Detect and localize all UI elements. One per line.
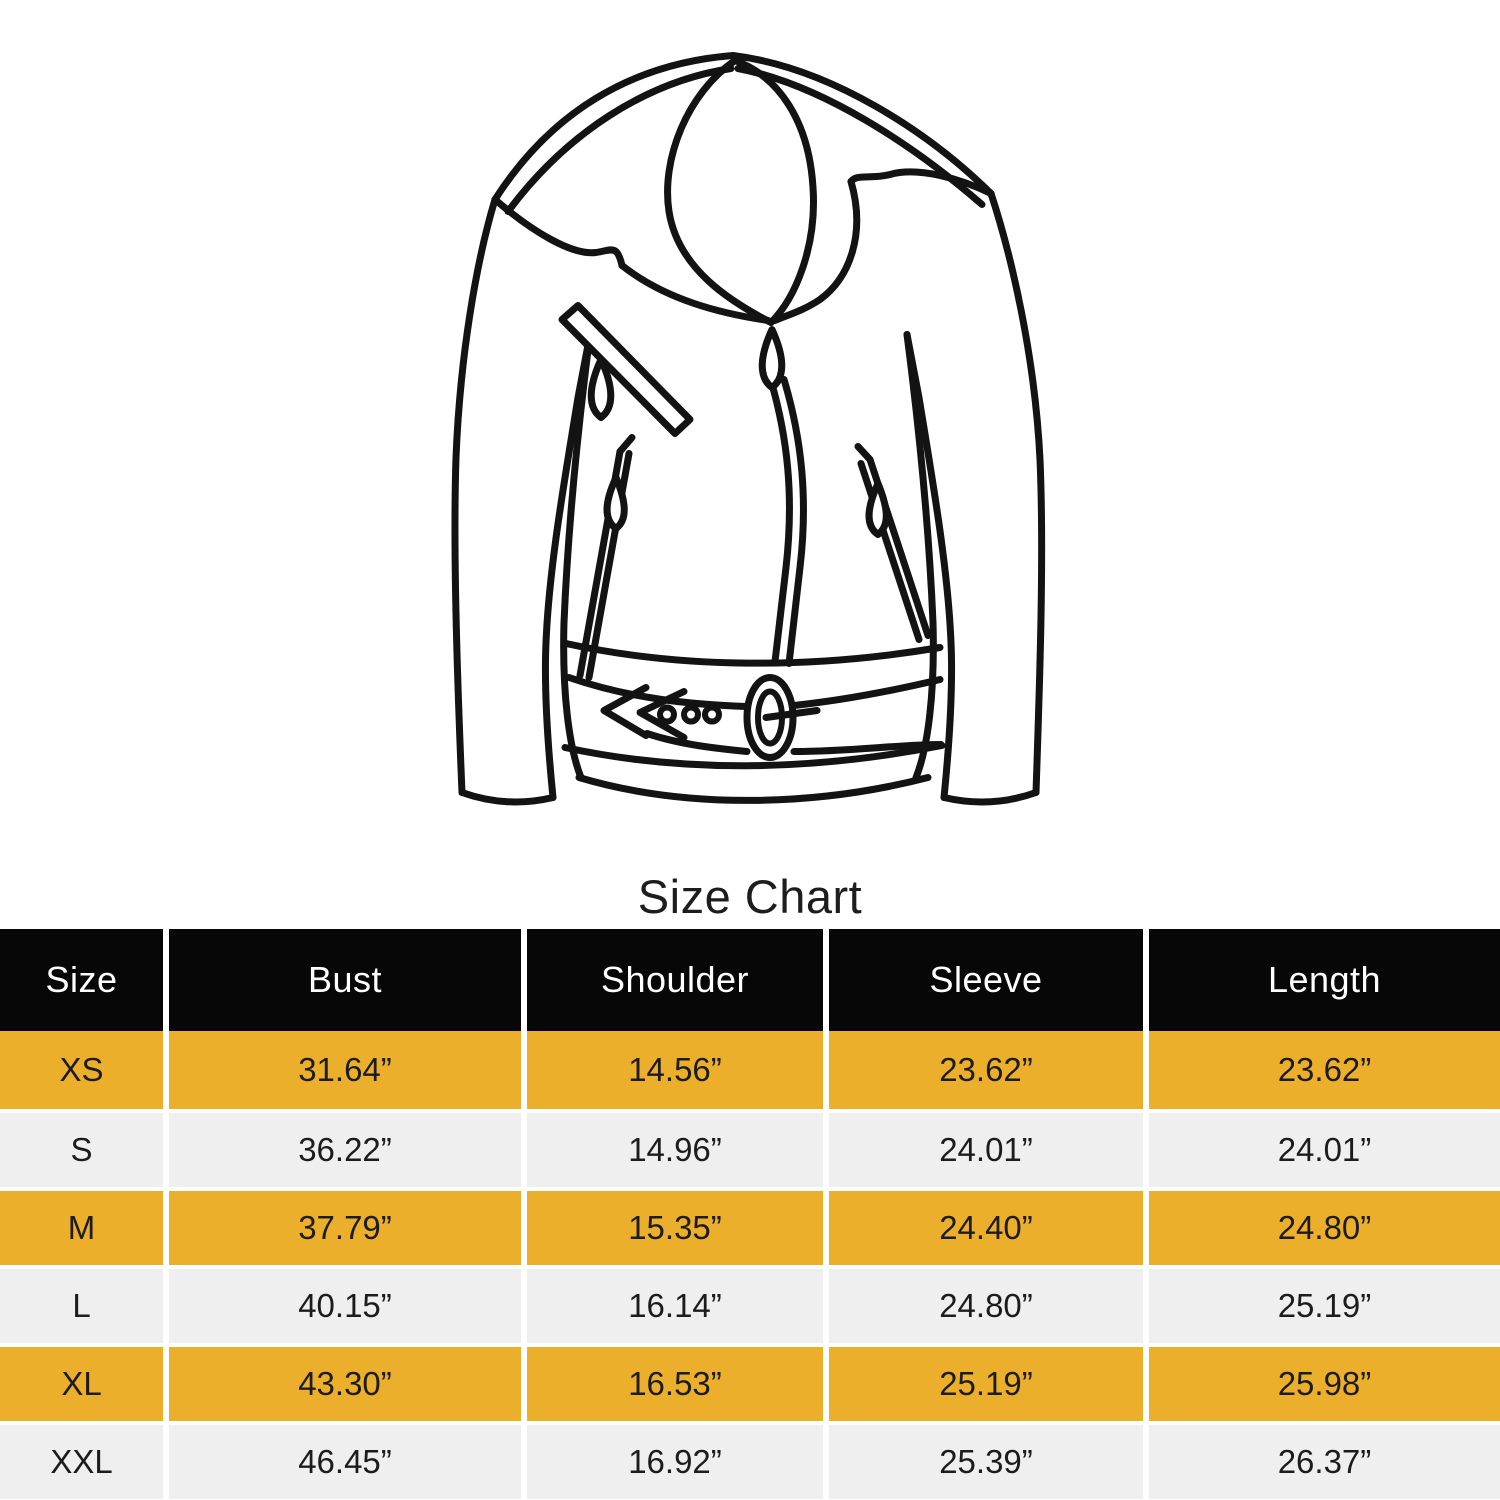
sleeve-value-s: 24.01” [829, 1109, 1143, 1187]
length-value-xs: 23.62” [1149, 1031, 1500, 1109]
right-waist-zipper-pull-icon [869, 484, 886, 535]
strap-right-top [794, 680, 940, 706]
bust-value-l: 40.15” [169, 1265, 521, 1343]
neck-opening [668, 61, 814, 323]
column-header-size: Size [0, 929, 163, 1031]
sleeve-value-xl: 25.19” [829, 1343, 1143, 1421]
shoulder-value-l: 16.14” [527, 1265, 823, 1343]
bust-value-xxl: 46.45” [169, 1421, 521, 1499]
right-waist-zip-stop [858, 447, 870, 460]
size-value-xl: XL [0, 1343, 163, 1421]
belt-hole-2 [684, 708, 698, 722]
sleeve-value-l: 24.80” [829, 1265, 1143, 1343]
size-value-s: S [0, 1109, 163, 1187]
size-value-xs: XS [0, 1031, 163, 1109]
left-cuff [462, 793, 553, 802]
length-value-xxl: 26.37” [1149, 1421, 1500, 1499]
size-value-l: L [0, 1265, 163, 1343]
size-value-m: M [0, 1187, 163, 1265]
size-table [0, 929, 1500, 1499]
length-value-m: 24.80” [1149, 1187, 1500, 1265]
right-sleeve-outer [991, 194, 1042, 793]
length-value-s: 24.01” [1149, 1109, 1500, 1187]
belt-hole-3 [705, 708, 719, 722]
length-value-xl: 25.98” [1149, 1343, 1500, 1421]
belt-hole-1 [660, 708, 674, 722]
shoulder-value-xxl: 16.92” [527, 1421, 823, 1499]
bust-value-xl: 43.30” [169, 1343, 521, 1421]
left-sleeve-outer [455, 200, 495, 793]
shoulder-value-s: 14.96” [527, 1109, 823, 1187]
column-header-bust: Bust [169, 929, 521, 1031]
sleeve-value-xs: 23.62” [829, 1031, 1143, 1109]
front-zip-line-a [770, 378, 789, 662]
hem-bottom [579, 778, 928, 801]
jacket-collar [495, 56, 991, 323]
sleeve-value-xxl: 25.39” [829, 1421, 1143, 1499]
bust-value-m: 37.79” [169, 1187, 521, 1265]
jacket-svg [450, 46, 1050, 844]
shoulder-value-xl: 16.53” [527, 1343, 823, 1421]
left-lapel-edge [495, 200, 622, 266]
belt-top-edge [566, 644, 940, 664]
column-header-sleeve: Sleeve [829, 929, 1143, 1031]
right-cuff [944, 793, 1036, 802]
column-header-shoulder: Shoulder [527, 929, 823, 1031]
front-zipper-pull-icon [762, 330, 782, 388]
right-waist-zip-b [861, 464, 919, 640]
shoulder-value-m: 15.35” [527, 1187, 823, 1265]
jacket-illustration [450, 46, 1050, 844]
sleeve-value-m: 24.40” [829, 1187, 1143, 1265]
shoulder-value-xs: 14.56” [527, 1031, 823, 1109]
length-value-l: 25.19” [1149, 1265, 1500, 1343]
strap-left-bottom [647, 734, 747, 752]
size-value-xxl: XXL [0, 1421, 163, 1499]
column-header-length: Length [1149, 929, 1500, 1031]
left-waist-zip-stop [620, 438, 632, 452]
jacket-zippers [562, 306, 928, 678]
jacket-belt [565, 644, 942, 766]
page-title: Size Chart [637, 870, 863, 923]
bust-value-xs: 31.64” [169, 1031, 521, 1109]
bust-value-s: 36.22” [169, 1109, 521, 1187]
left-waist-zipper-pull-icon [607, 478, 624, 529]
chest-zipper-pull-icon [591, 360, 611, 418]
